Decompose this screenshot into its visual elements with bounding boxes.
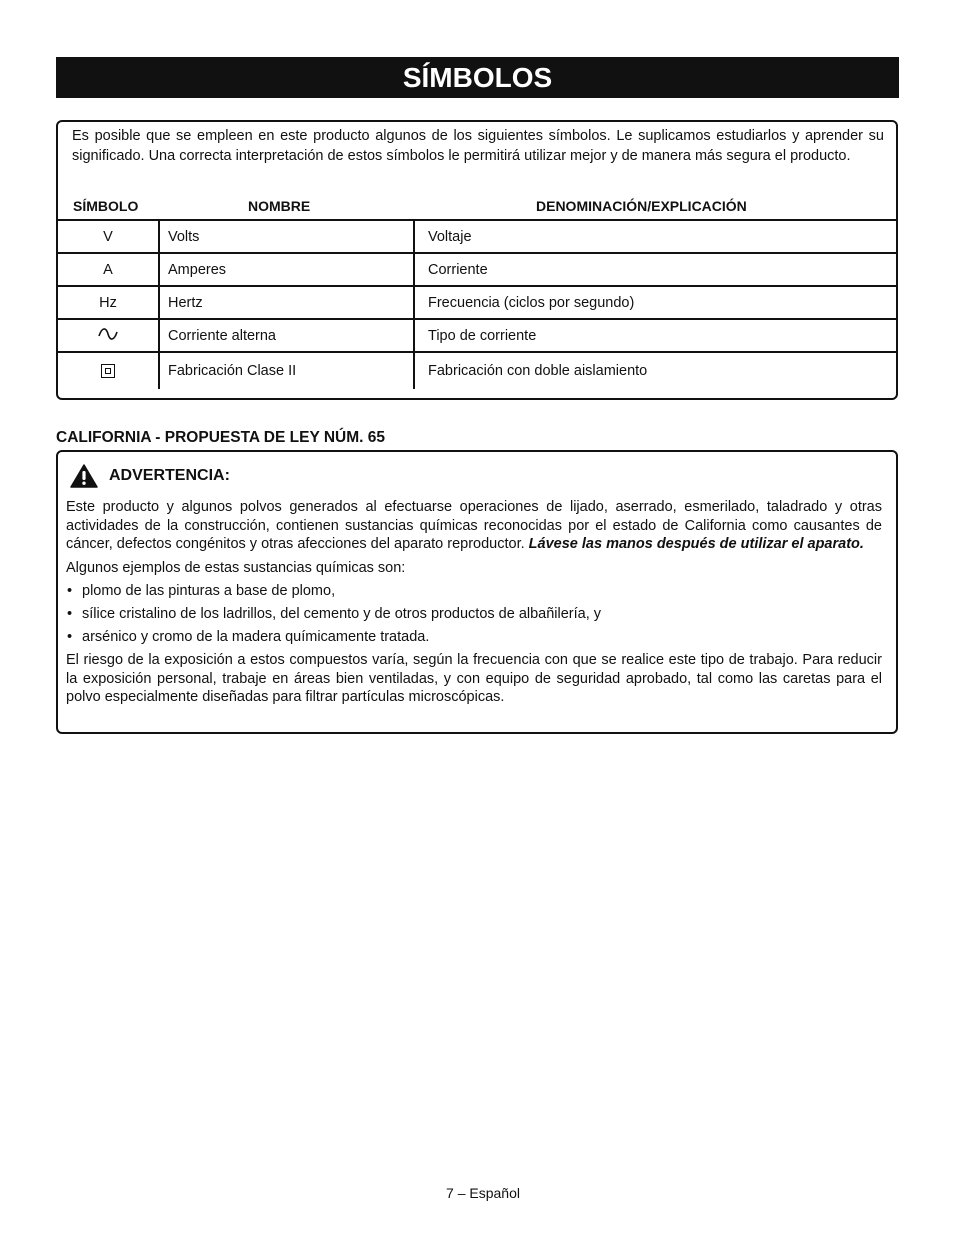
alternating-current-icon	[98, 328, 118, 340]
symbol-cell	[58, 319, 159, 352]
risk-paragraph: El riesgo de la exposición a estos compuestos varía, según la frecuencia con que se realice este tipo de trabajo. Para reducir la exposición personal, trabaje en áreas bien ventiladas, y con equipo de seguridad aprobado, tal como las caretas para el polvo especialmente diseñadas para filtrar partículas microscópicas.	[66, 652, 882, 705]
symbol-cell: A	[58, 253, 159, 286]
header-explanation: DENOMINACIÓN/EXPLICACIÓN	[536, 198, 747, 214]
list-item: • sílice cristalino de los ladrillos, del cemento y de otros productos de albañilería, y	[66, 605, 882, 624]
warning-paragraph	[66, 498, 882, 554]
page-title: SÍMBOLOS	[56, 57, 899, 98]
name-cell: Hertz	[159, 286, 414, 319]
symbols-column-headers	[58, 198, 896, 218]
table-row	[58, 220, 896, 253]
symbols-table-box	[56, 120, 898, 400]
symbol-cell: V	[58, 220, 159, 253]
symbol-cell: Hz	[58, 286, 159, 319]
table-row	[58, 352, 896, 389]
list-item: • arsénico y cromo de la madera químicamente tratada.	[66, 628, 882, 647]
examples-intro: Algunos ejemplos de estas sustancias químicas son:	[66, 559, 406, 576]
explanation-cell: Corriente	[414, 253, 896, 286]
name-cell: Amperes	[159, 253, 414, 286]
name-cell: Fabricación Clase II	[159, 352, 414, 389]
explanation-cell: Frecuencia (ciclos por segundo)	[414, 286, 896, 319]
warning-box	[56, 450, 898, 734]
symbol-cell	[58, 352, 159, 389]
explanation-cell: Tipo de corriente	[414, 319, 896, 352]
table-row	[58, 286, 896, 319]
warning-body	[66, 498, 882, 712]
header-name: NOMBRE	[248, 198, 311, 214]
warning-emphasis: Lávese las manos después de utilizar el aparato.	[528, 536, 864, 552]
page-number: 7 – Español	[446, 1185, 520, 1201]
explanation-cell: Fabricación con doble aislamiento	[414, 352, 896, 389]
warning-title	[70, 464, 230, 488]
symbols-table	[58, 219, 896, 389]
class-ii-construction-icon	[101, 364, 115, 378]
table-row	[58, 253, 896, 286]
header-symbol: SÍMBOLO	[73, 198, 139, 214]
warning-label: ADVERTENCIA:	[109, 467, 230, 484]
table-row	[58, 319, 896, 352]
symbols-intro: Es posible que se empleen en este producto algunos de los siguientes símbolos. Le suplicamos estudiarlos y aprender su significado. Una correcta interpretación de estos símbolos le permitirá utilizar mejor y de manera más segura el producto.	[72, 128, 884, 164]
list-item: • plomo de las pinturas a base de plomo,	[66, 582, 882, 601]
california-heading: CALIFORNIA - PROPUESTA DE LEY NÚM. 65	[56, 429, 385, 446]
explanation-cell: Voltaje	[414, 220, 896, 253]
warning-triangle-icon	[70, 464, 98, 488]
examples-list	[66, 582, 882, 647]
warning-text: Este producto y algunos polvos generados al efectuarse operaciones de lijado, aserrado, esmerilado, taladrado y otras actividades de la construcción, contienen sustancias químicas reconocidas por el estado de California como causantes de cáncer, defectos congénitos y otras afecciones del aparato reproductor.	[66, 499, 882, 552]
name-cell: Corriente alterna	[159, 319, 414, 352]
name-cell: Volts	[159, 220, 414, 253]
